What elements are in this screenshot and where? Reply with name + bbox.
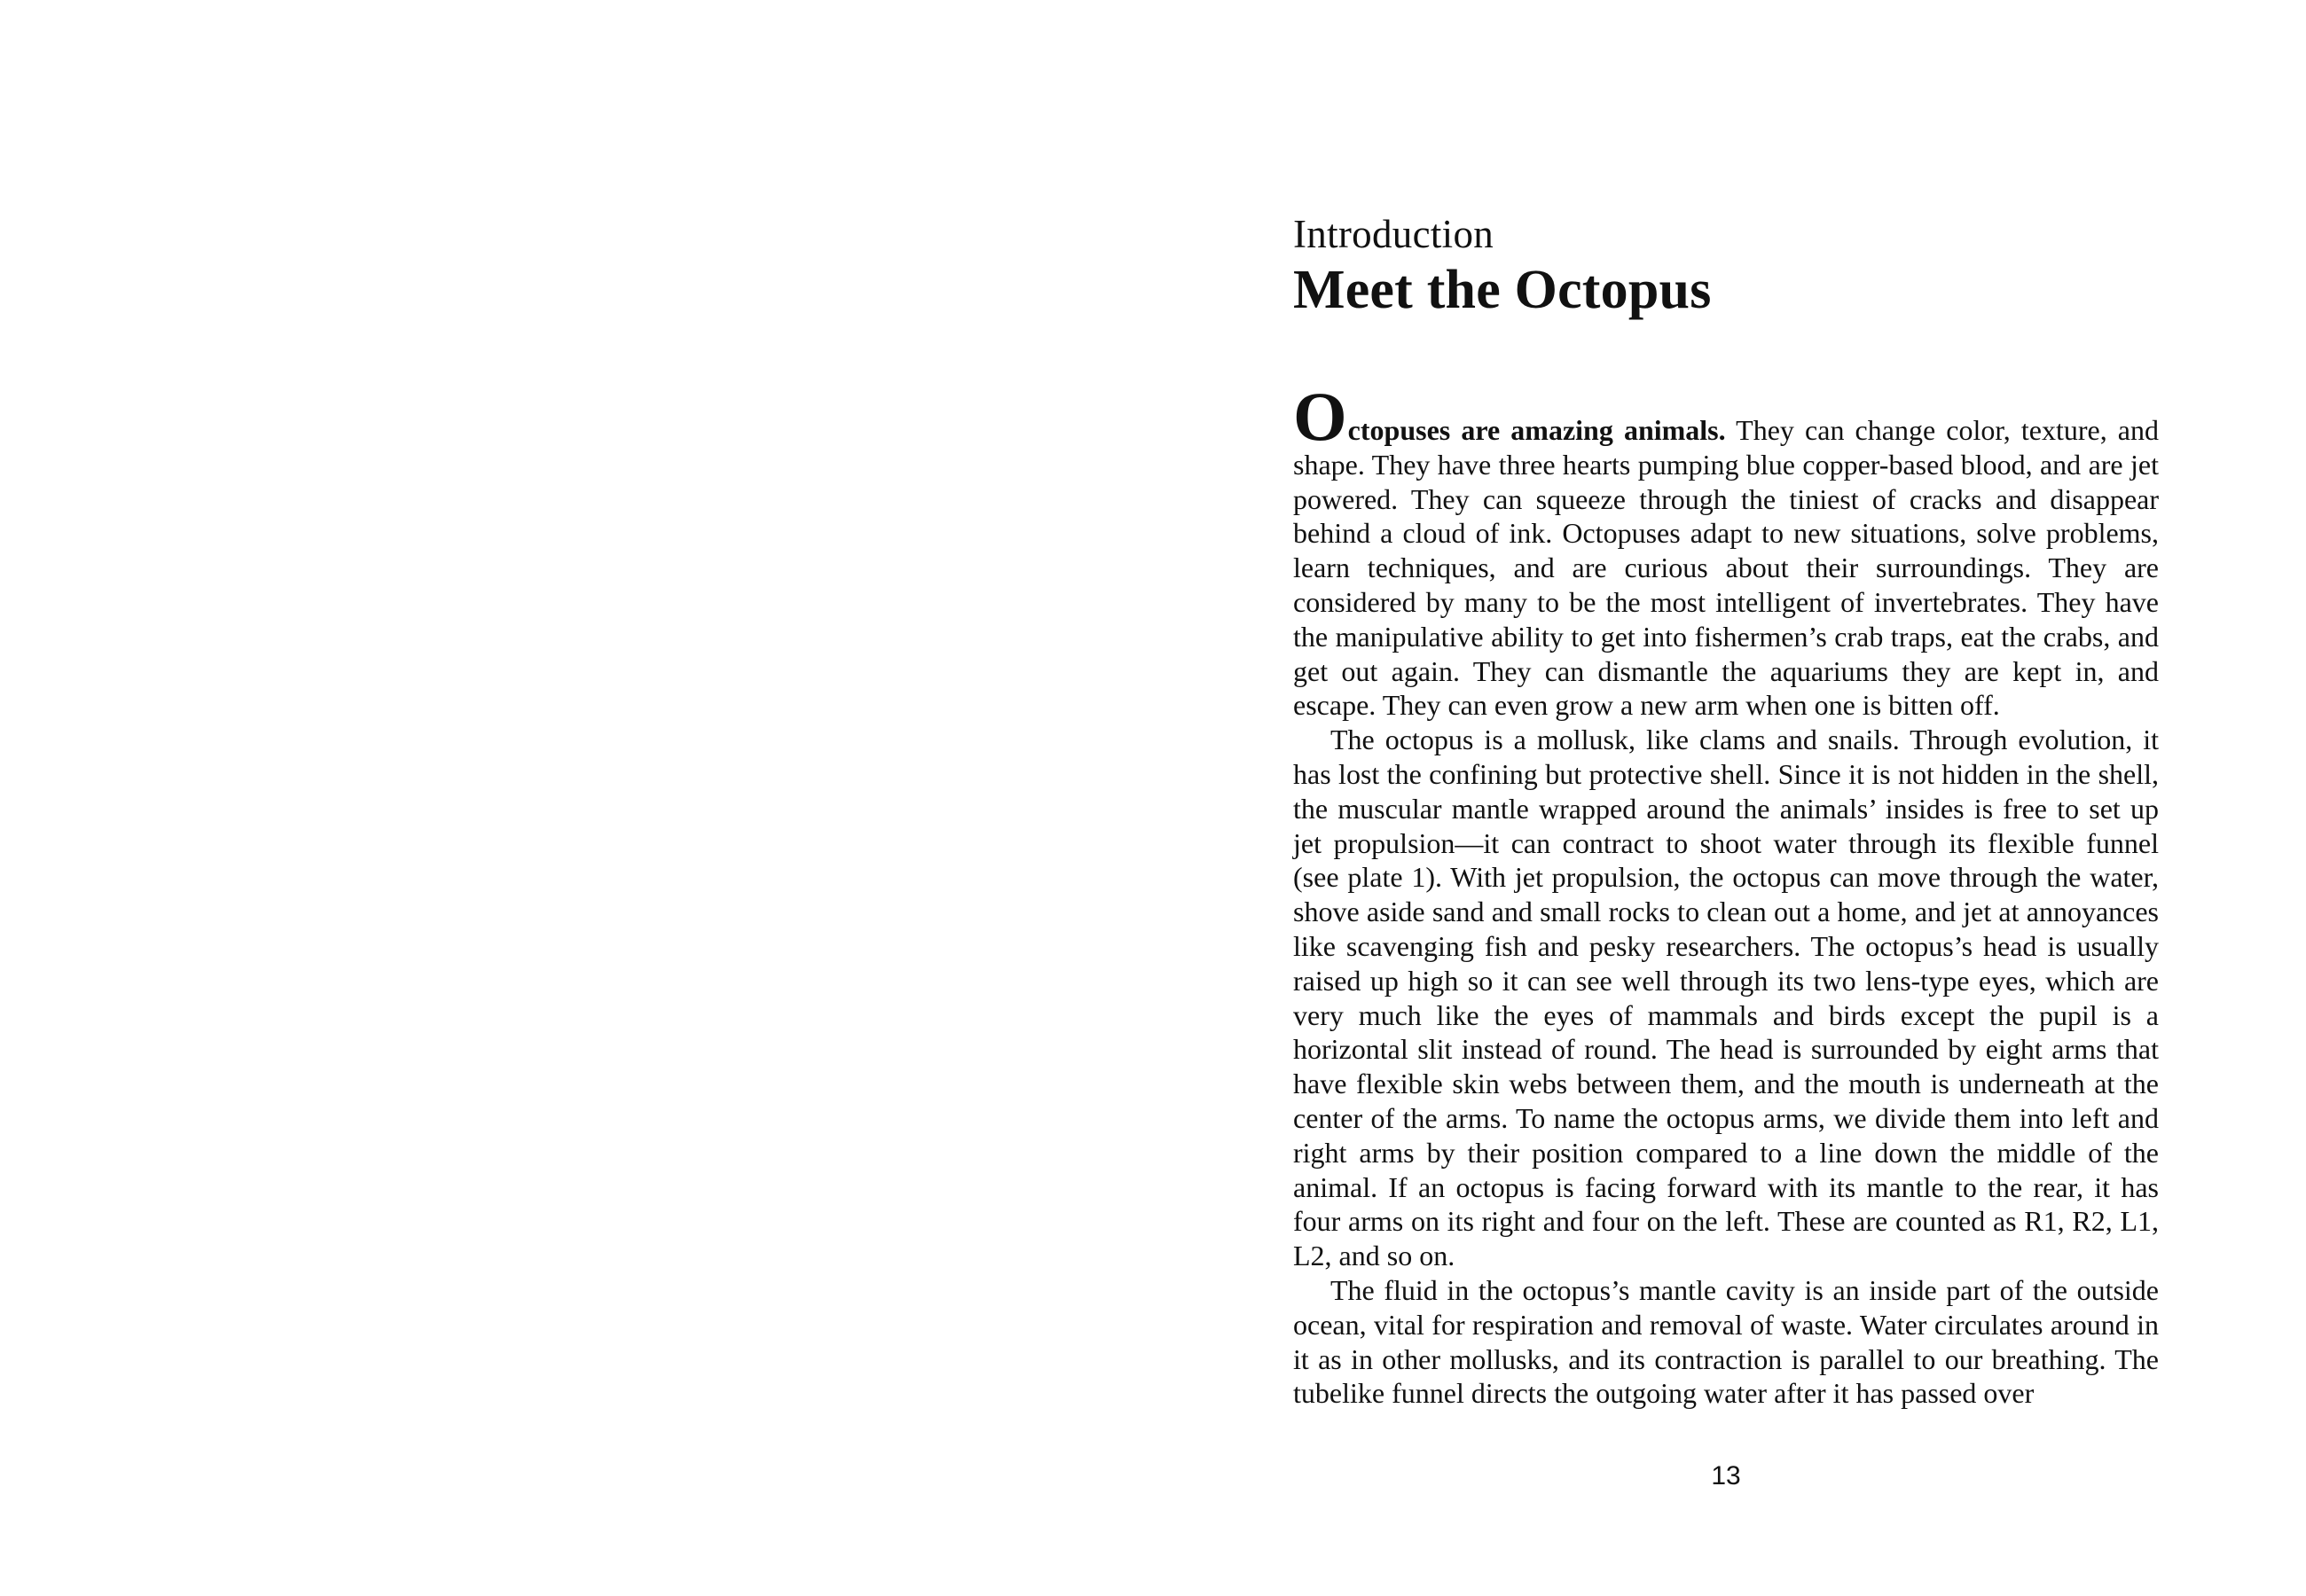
paragraph-1-text: They can change color, texture, and shape. They have three hearts pumping blue copper-based blood, and are jet powered. They can squeeze through the tiniest of cracks and disappear behind a cloud of ink. Octopuses adapt to new situations, solve problems, learn techniques, and are curious about their surroundings. They are considered by many to be the most intelligent of invertebrates. They have the manipulative ability to get into fishermen’s crab traps, eat the crabs, and get out again. They can dismantle the aquariums they are kept in, and escape. They can even grow a new arm when one is bitten off. (1293, 414, 2160, 722)
chapter-kicker: Introduction (1293, 212, 1494, 256)
bold-lead-in: ctopuses are amazing animals. (1347, 414, 1726, 446)
chapter-title: Meet the Octopus (1293, 260, 1712, 320)
body-text (1293, 378, 2160, 1411)
paragraph-1 (1293, 378, 2160, 723)
paragraph-3: The fluid in the octopus’s mantle cavity is an inside part of the outside ocean, vital for respiration and removal of waste. Water circulates around in it as in other mollusks, and its contraction is parallel to our breathing. The tubelike funnel directs the outgoing water after it has passed over (1293, 1273, 2159, 1410)
paragraph-2: The octopus is a mollusk, like clams and snails. Through evolution, it has lost the confining but protective shell. Since it is not hidden in the shell, the muscular mantle wrapped around the animals’ insides is free to set up jet propulsion—it can contract to shoot water through its flexible funnel (see plate 1). With jet propulsion, the octopus can move through the water, shove aside sand and small rocks to clean out a home, and jet at annoyances like scavenging fish and pesky researchers. The octopus’s head is usually raised up high so it can see well through its two lens-type eyes, which are very much like the eyes of mammals and birds except the pupil is a horizontal slit instead of round. The head is surrounded by eight arms that have flexible skin webs between them, and the mouth is underneath at the center of the arms. To name the octopus arms, we divide them into left and right arms by their position compared to a line down the middle of the animal. If an octopus is facing forward with its mantle to the rear, it has four arms on its right and four on the left. These are counted as R1, R2, L1, L2, and so on. (1293, 724, 2159, 1272)
initial-cap: O (1293, 378, 1348, 455)
page-number: 13 (1711, 1461, 1741, 1490)
